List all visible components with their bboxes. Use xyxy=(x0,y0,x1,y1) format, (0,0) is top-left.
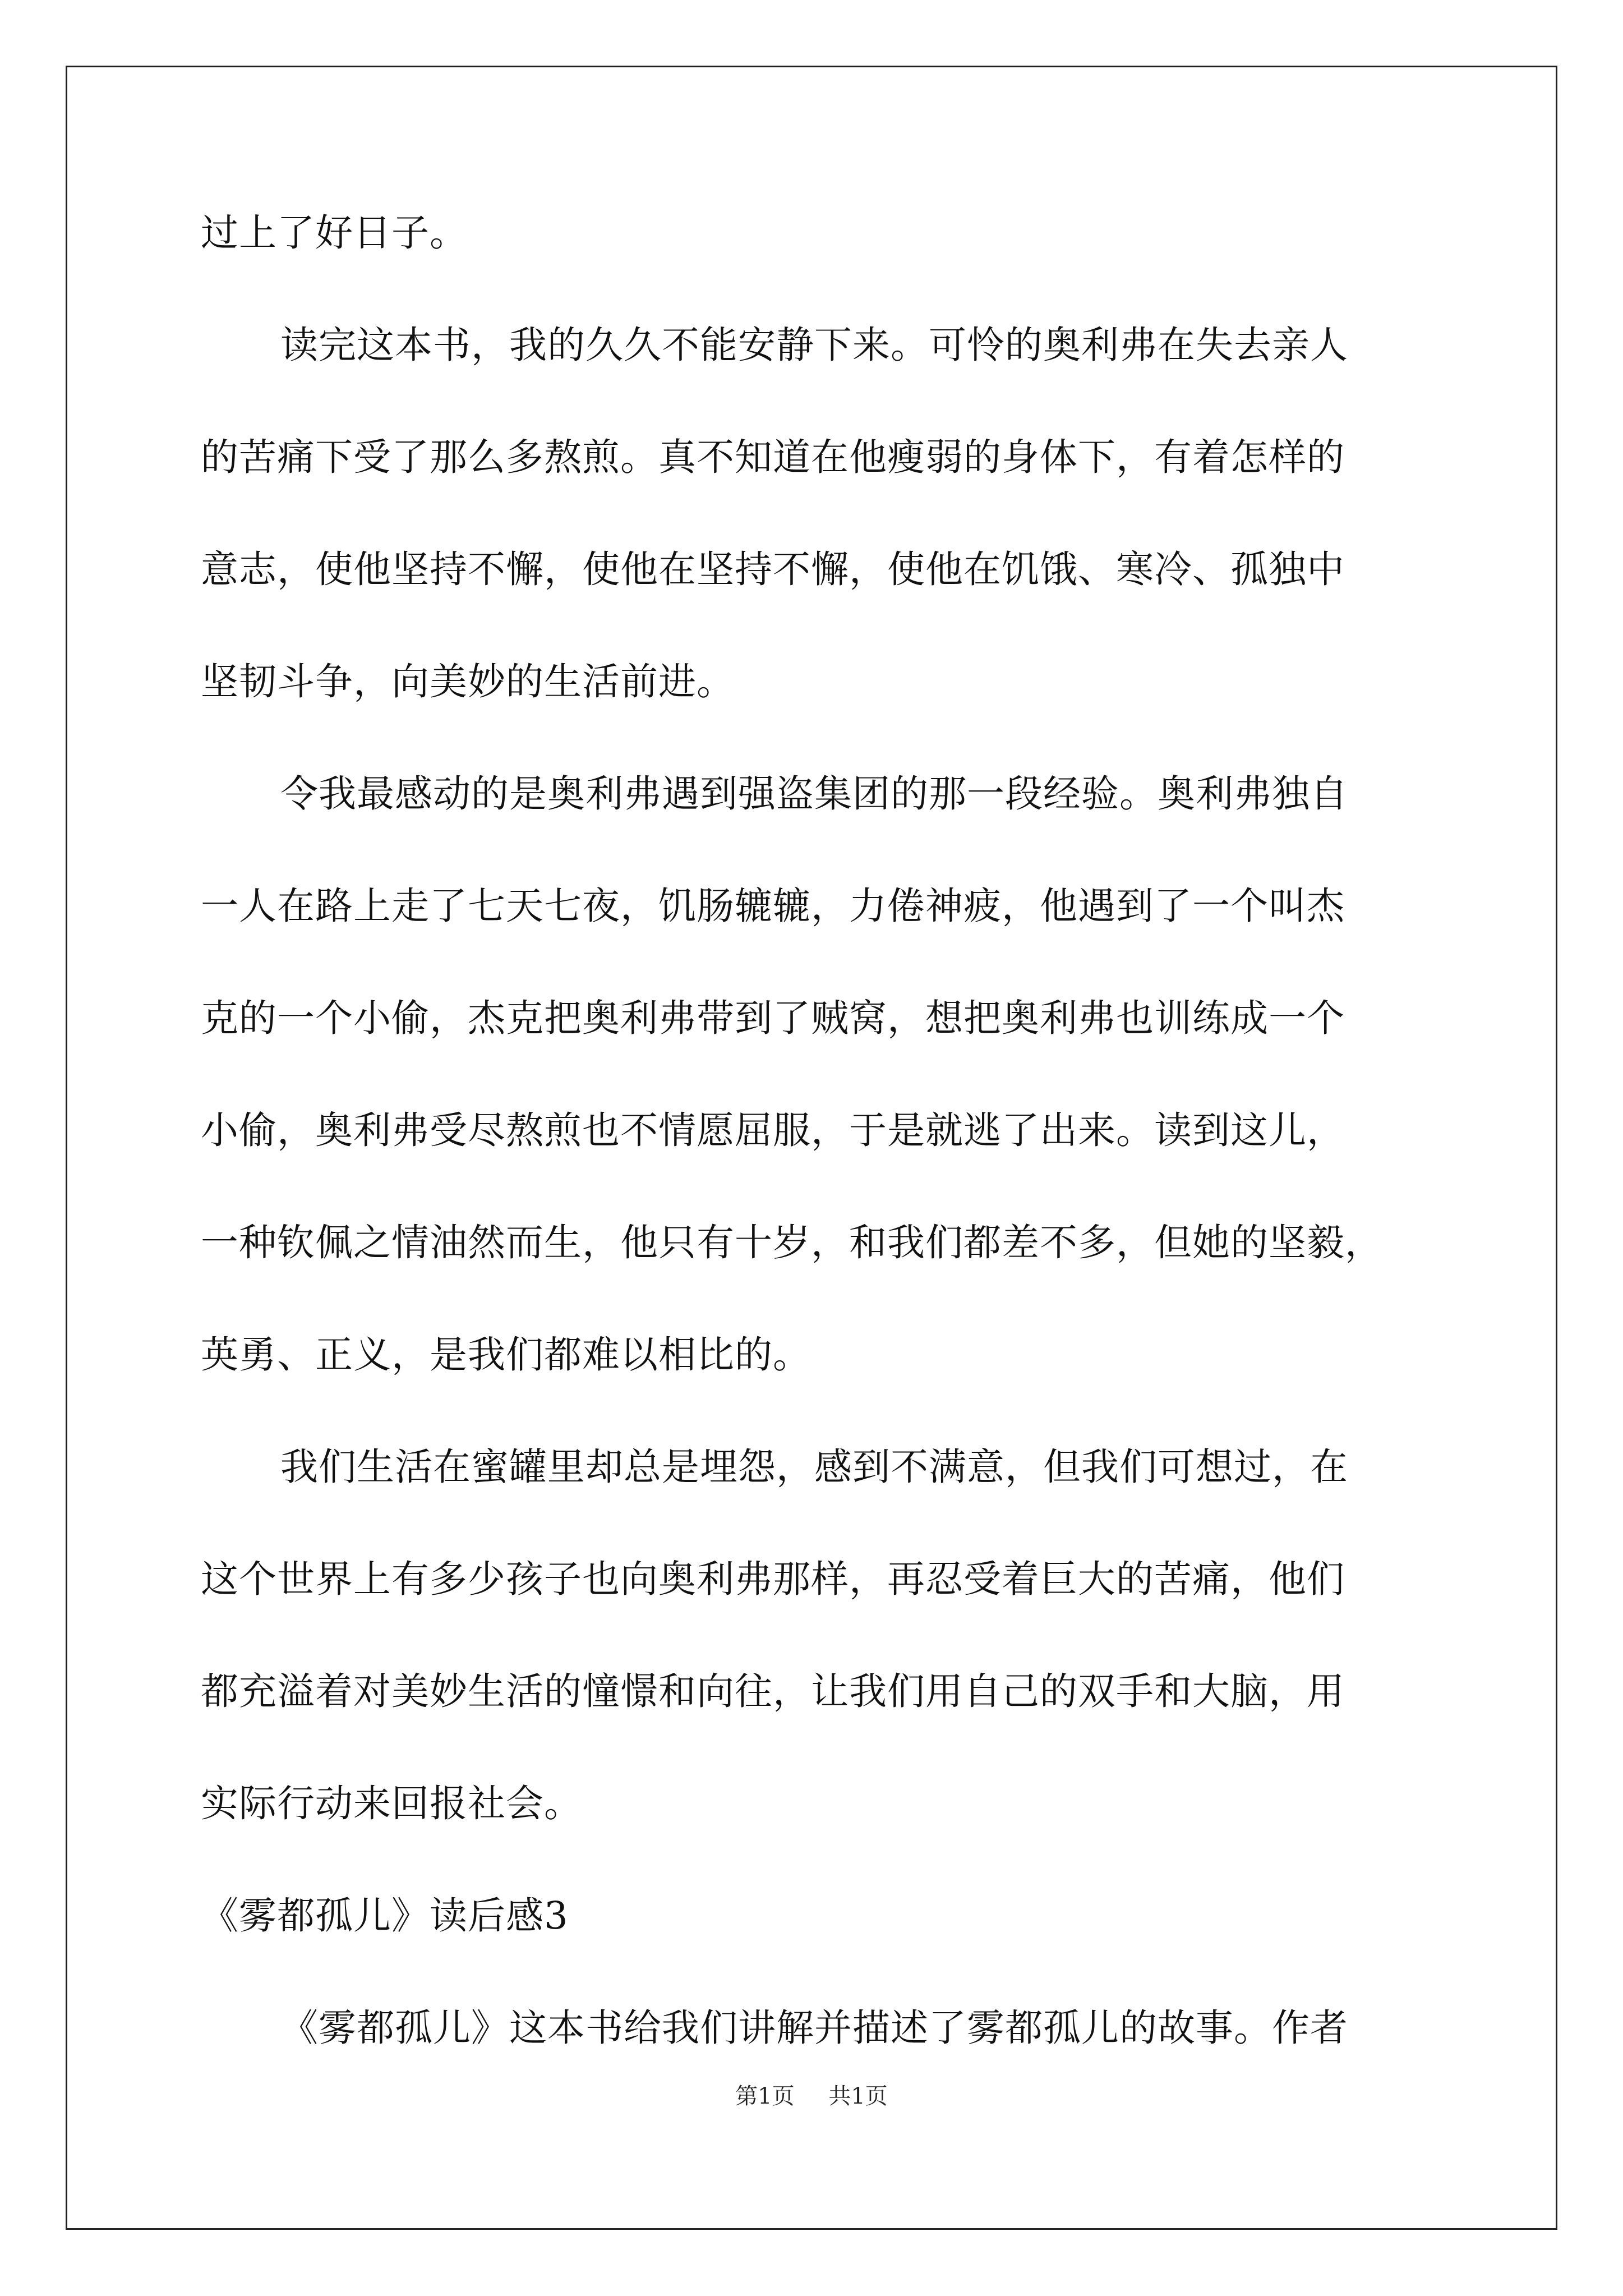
page-footer xyxy=(0,2078,1623,2110)
text-line: 一种钦佩之情油然而生，他只有十岁，和我们都差不多，但她的坚毅， xyxy=(201,1221,1383,1264)
paragraph-first-line: 《雾都孤儿》这本书给我们讲解并描述了雾都孤儿的故事。作者 xyxy=(280,2006,1348,2050)
text-line: 实际行动来回报社会。 xyxy=(201,1782,582,1825)
page-total: 共1页 xyxy=(828,2083,888,2109)
text-line: 小偷，奥利弗受尽熬煎也不情愿屈服，于是就逃了出来。读到这儿， xyxy=(201,1108,1345,1152)
paragraph-first-line: 读完这本书，我的久久不能安静下来。可怜的奥利弗在失去亲人 xyxy=(280,323,1348,367)
text-line: 的苦痛下受了那么多熬煎。真不知道在他瘦弱的身体下，有着怎样的 xyxy=(201,435,1345,479)
paragraph-first-line: 令我最感动的是奥利弗遇到强盗集团的那一段经验。奥利弗独自 xyxy=(280,772,1348,816)
text-line: 意志，使他坚持不懈，使他在坚持不懈，使他在饥饿、寒冷、孤独中 xyxy=(201,547,1345,591)
section-heading: 《雾都孤儿》读后感3 xyxy=(201,1894,569,1938)
text-line: 这个世界上有多少孩子也向奥利弗那样，再忍受着巨大的苦痛，他们 xyxy=(201,1557,1345,1601)
text-line: 都充溢着对美妙生活的憧憬和向往，让我们用自己的双手和大脑，用 xyxy=(201,1669,1345,1713)
page-number: 第1页 xyxy=(735,2083,795,2109)
text-line: 英勇、正义，是我们都难以相比的。 xyxy=(201,1333,811,1377)
text-line: 坚韧斗争，向美妙的生活前进。 xyxy=(201,660,735,703)
text-line: 过上了好日子。 xyxy=(201,211,468,255)
document-body xyxy=(201,211,1457,2084)
paragraph-first-line: 我们生活在蜜罐里却总是埋怨，感到不满意，但我们可想过，在 xyxy=(280,1445,1348,1489)
text-line: 克的一个小偷，杰克把奥利弗带到了贼窝，想把奥利弗也训练成一个 xyxy=(201,996,1345,1040)
text-line: 一人在路上走了七天七夜，饥肠辘辘，力倦神疲，他遇到了一个叫杰 xyxy=(201,884,1345,928)
